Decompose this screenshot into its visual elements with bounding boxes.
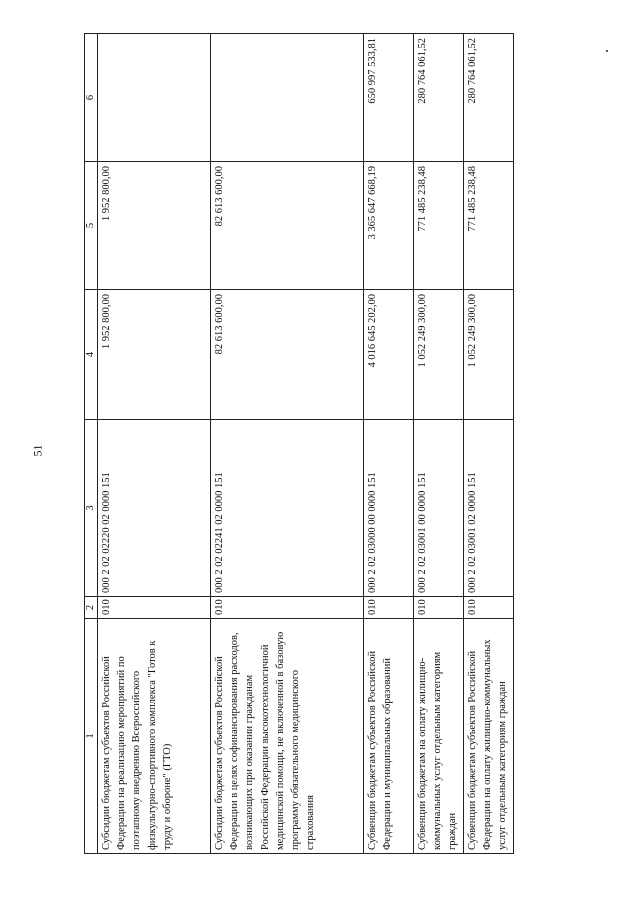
header-col-1: 1 <box>85 619 98 854</box>
header-col-6: 6 <box>85 34 98 162</box>
row-name: Субвенции бюджетам субъектов Российской Федерации на оплату жилищно-коммунальных услуг отдельным категориям граждан <box>464 619 514 854</box>
row-budget-code: 000 2 02 02220 02 0000 151 <box>98 420 211 597</box>
row-amount-col5: 3 365 647 668,19 <box>364 162 414 290</box>
row-amount-col4: 1 952 800,00 <box>98 290 211 420</box>
row-name: Субвенции бюджетам субъектов Российской Федерации и муниципальных образований <box>364 619 414 854</box>
row-name: Субсидии бюджетам субъектов Российской Федерации в целях софинансирования расходов, возникающих при оказании гражданам Российской Федерации высокотехнологичной медицинской помощи, не включенной в базовую программу обязательного медицинского страхования <box>211 619 364 854</box>
row-name: Субвенции бюджетам на оплату жилищно-коммунальных услуг отдельным категориям граждан <box>414 619 464 854</box>
row-amount-col5: 771 485 238,48 <box>464 162 514 290</box>
row-budget-code: 000 2 02 03000 00 0000 151 <box>364 420 414 597</box>
row-amount-col6 <box>211 34 364 162</box>
header-col-5: 5 <box>85 162 98 290</box>
scan-speck <box>606 50 608 52</box>
table-row <box>211 34 364 854</box>
row-budget-code: 000 2 02 03001 00 0000 151 <box>414 420 464 597</box>
header-row <box>85 34 98 854</box>
row-amount-col6 <box>98 34 211 162</box>
header-col-3: 3 <box>85 420 98 597</box>
row-admin-code: 010 <box>364 597 414 619</box>
row-amount-col4: 1 052 249 300,00 <box>464 290 514 420</box>
row-admin-code: 010 <box>414 597 464 619</box>
budget-table-rotated <box>84 34 509 854</box>
row-amount-col4: 1 052 249 300,00 <box>414 290 464 420</box>
row-amount-col6: 650 997 533,81 <box>364 34 414 162</box>
row-budget-code: 000 2 02 03001 02 0000 151 <box>464 420 514 597</box>
header-col-2: 2 <box>85 597 98 619</box>
row-amount-col4: 4 016 645 202,00 <box>364 290 414 420</box>
row-amount-col4: 82 613 600,00 <box>211 290 364 420</box>
row-budget-code: 000 2 02 02241 02 0000 151 <box>211 420 364 597</box>
row-name: Субсидии бюджетам субъектов Российской Федерации на реализацию мероприятий по поэтапному внедрению Всероссийского физкультурно-спортивного комплекса "Готов к труду и обороне" (ГТО) <box>98 619 211 854</box>
row-amount-col5: 82 613 600,00 <box>211 162 364 290</box>
header-col-4: 4 <box>85 290 98 420</box>
table-row <box>98 34 211 854</box>
row-amount-col6: 280 764 061,52 <box>464 34 514 162</box>
row-amount-col6: 280 764 061,52 <box>414 34 464 162</box>
row-admin-code: 010 <box>98 597 211 619</box>
budget-table <box>84 33 514 854</box>
row-admin-code: 010 <box>211 597 364 619</box>
row-amount-col5: 1 952 800,00 <box>98 162 211 290</box>
table-row <box>414 34 464 854</box>
row-admin-code: 010 <box>464 597 514 619</box>
table-row <box>464 34 514 854</box>
page-number: 51 <box>30 444 45 457</box>
table-row <box>364 34 414 854</box>
row-amount-col5: 771 485 238,48 <box>414 162 464 290</box>
